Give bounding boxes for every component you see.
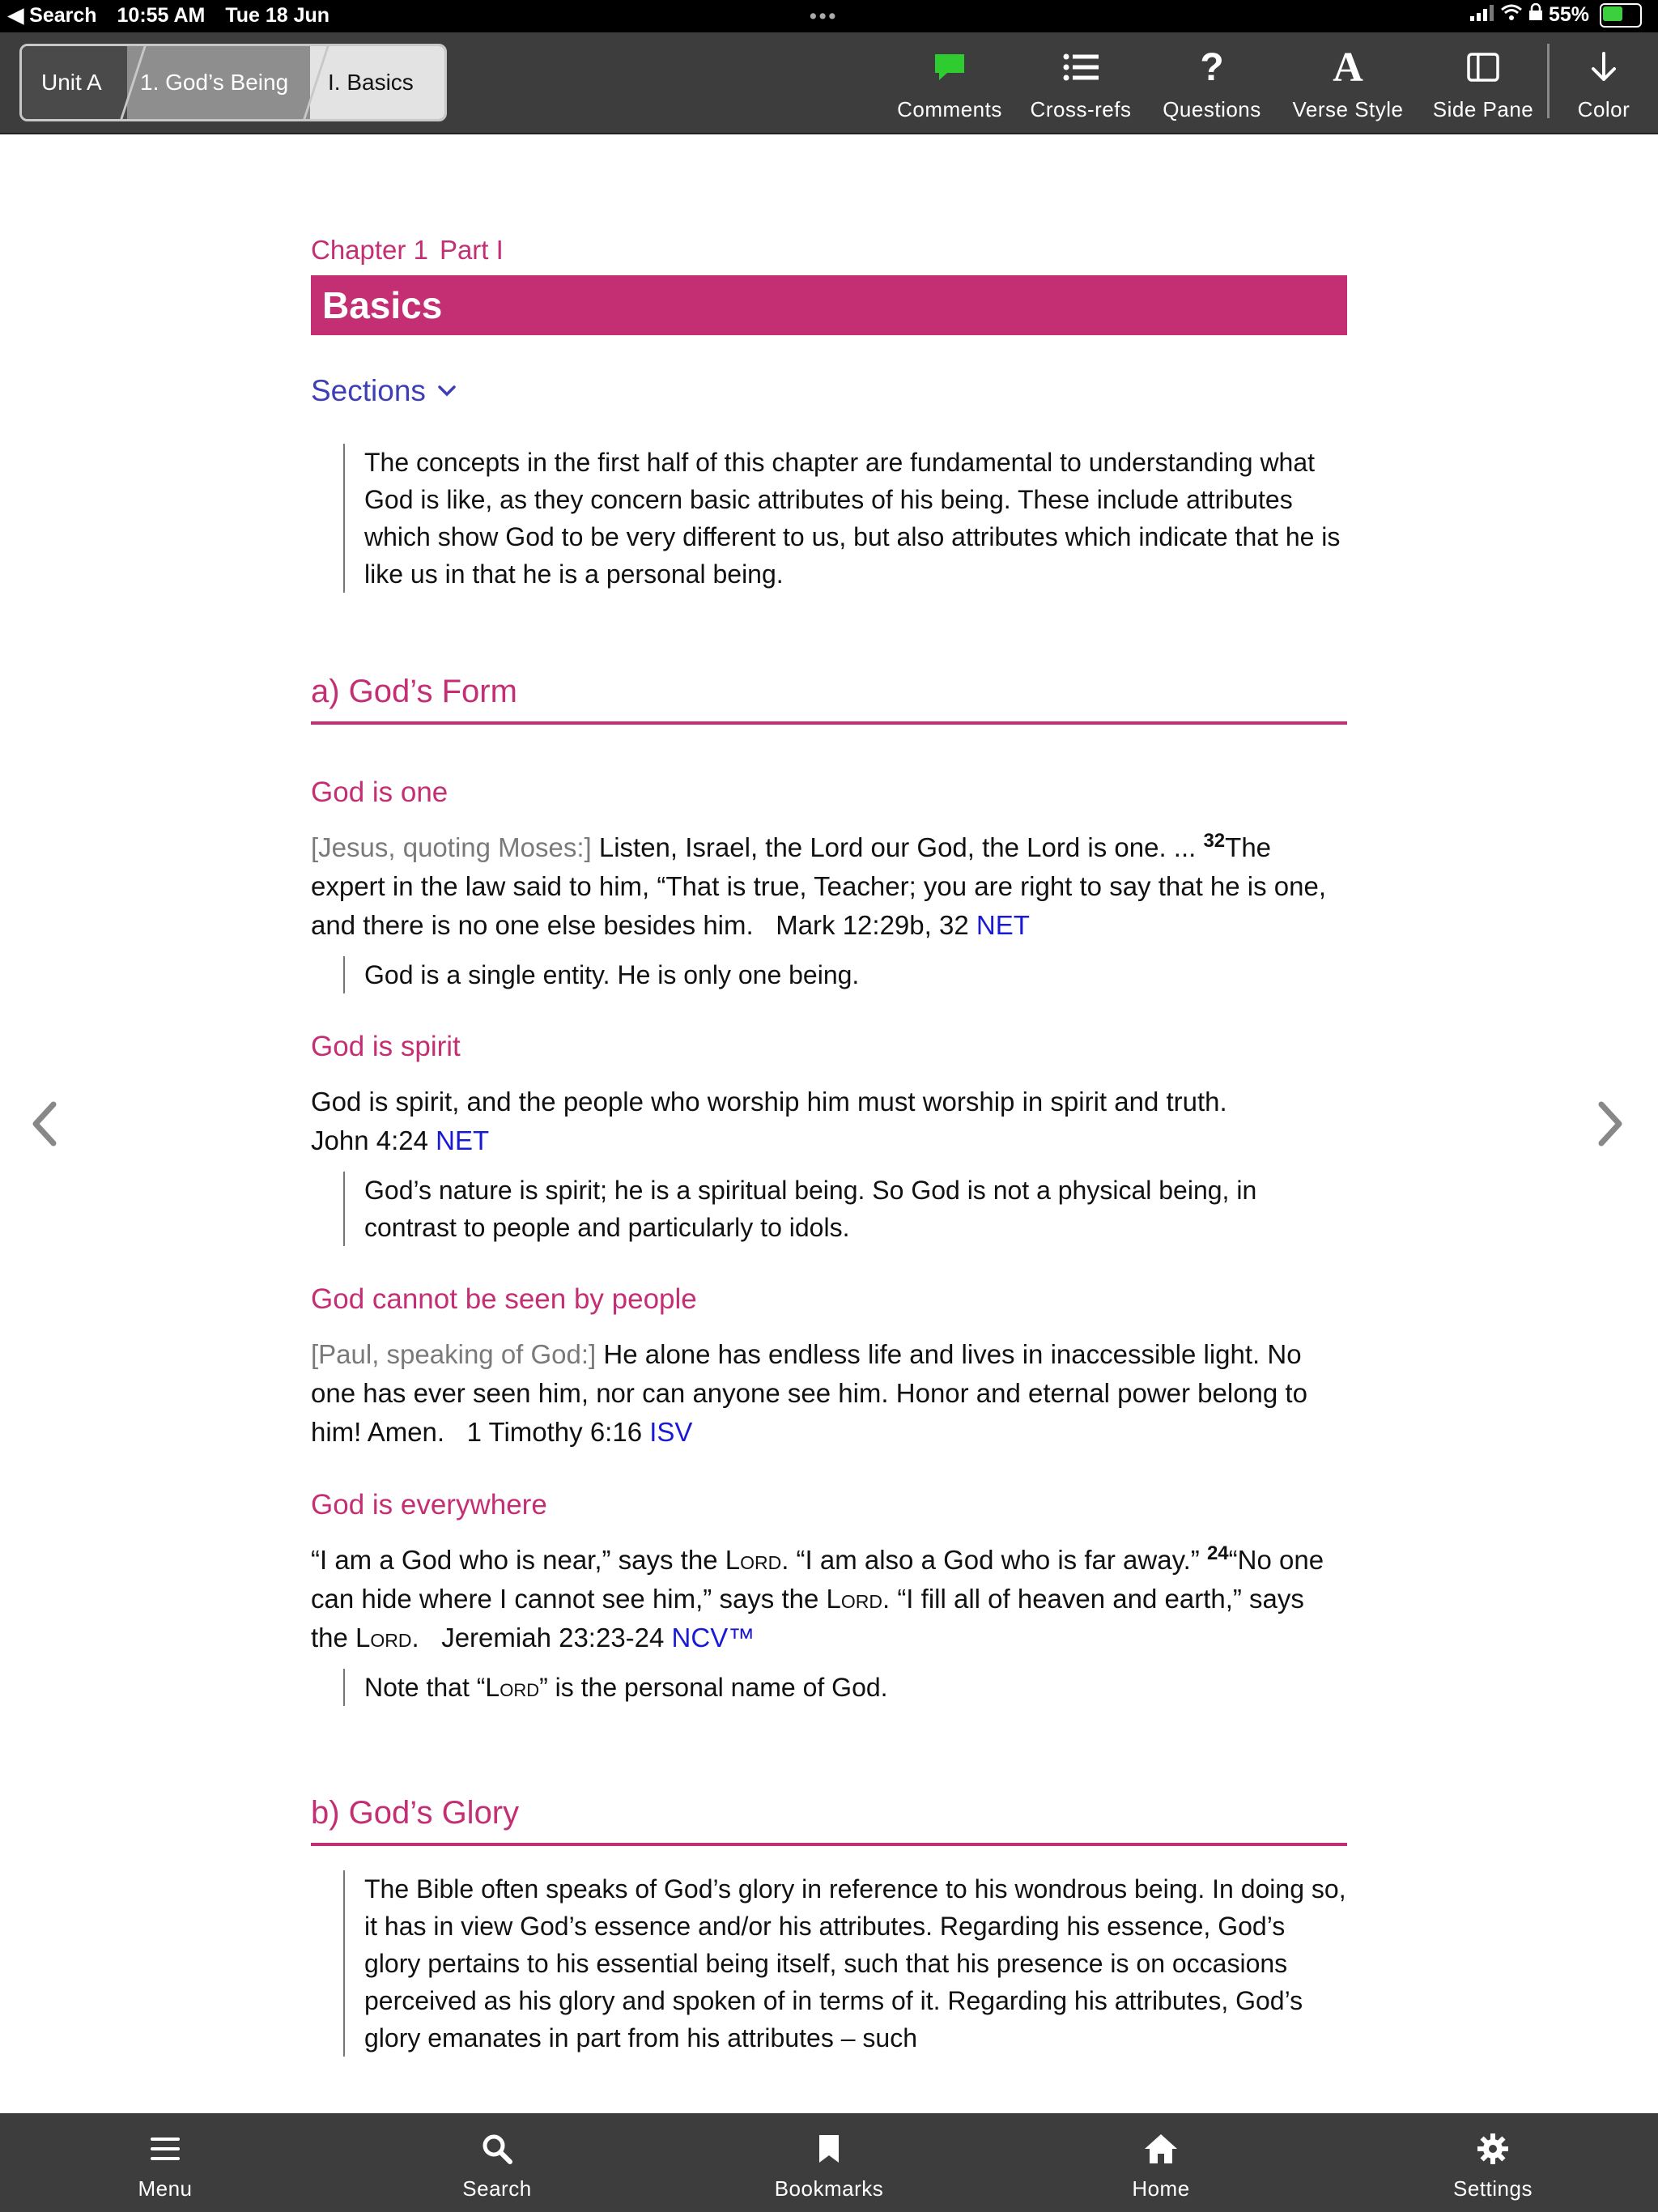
version-link[interactable]: NET — [436, 1125, 490, 1155]
verse-text: . “I am also a God who is far away.” — [781, 1545, 1207, 1575]
home-icon — [1080, 2129, 1242, 2168]
verse-note: God’s nature is spirit; he is a spiritual being. So God is not a physical being, in contrast to people and particularly to idols. — [343, 1172, 1347, 1246]
section-intro: The Bible often speaks of God’s glory in reference to his wondrous being. In doing so, it has in view God’s essence and/or his attributes. Regarding his essence, God’s glory pertains to his essential being itself, such that his presence is on occasions perceived as his glory and spoken of in terms of it. Regarding his attributes, God’s glory emanates in part from his attributes – such — [343, 1870, 1347, 2057]
chapter-intro: The concepts in the first half of this chapter are fundamental to understanding what God is like, as they concern basic attributes of his being. These include attributes which show God to be very different to us, but also attributes which indicate that he is like us in that he is a personal being. — [343, 444, 1347, 593]
bookmarks-label: Bookmarks — [774, 2176, 884, 2201]
verse-speaker: [Paul, speaking of God:] — [311, 1339, 597, 1369]
verse-mark — [311, 828, 1347, 945]
verse-style-button[interactable] — [1277, 32, 1419, 133]
note-text: Note that “ — [364, 1673, 486, 1702]
side-pane-button[interactable] — [1419, 32, 1547, 133]
lord-smallcaps: Lord — [725, 1545, 782, 1575]
multitasking-dots[interactable]: ••• — [810, 5, 839, 28]
back-to-search-link[interactable]: ◀ Search — [8, 4, 97, 27]
signal-icon — [1470, 3, 1500, 26]
battery-percent: 55% — [1549, 3, 1590, 26]
menu-icon — [84, 2129, 246, 2168]
page-title: Basics — [311, 275, 1347, 335]
toolbar-actions — [885, 32, 1658, 133]
battery-icon — [1600, 3, 1642, 28]
verse-note: God is a single entity. He is only one being. — [343, 956, 1347, 993]
subheading-god-is-one: God is one — [311, 776, 449, 808]
section-heading-gods-form: a) God’s Form — [311, 674, 1347, 725]
verse-number: 24 — [1206, 1542, 1229, 1564]
wifi-icon — [1500, 3, 1528, 26]
color-label: Color — [1577, 97, 1630, 121]
crossrefs-label: Cross-refs — [1030, 97, 1132, 121]
verse-number: 32 — [1203, 830, 1226, 852]
lord-smallcaps: Lord — [826, 1584, 882, 1614]
search-label: Search — [462, 2176, 532, 2201]
bookmark-icon — [748, 2129, 910, 2168]
color-button[interactable] — [1550, 32, 1658, 133]
status-time: 10:55 AM — [117, 4, 206, 27]
menu-button[interactable] — [84, 2129, 246, 2201]
next-page-button[interactable] — [1596, 1101, 1624, 1151]
subheading-god-unseen: God cannot be seen by people — [311, 1283, 697, 1315]
version-link[interactable]: NET — [976, 910, 1030, 940]
subheading-god-is-spirit: God is spirit — [311, 1031, 461, 1062]
sections-dropdown[interactable] — [311, 374, 1347, 408]
previous-page-button[interactable] — [31, 1101, 58, 1151]
verse-reference[interactable]: Mark 12:29b, 32 — [776, 910, 969, 940]
sections-label: Sections — [311, 374, 426, 407]
bookmarks-button[interactable] — [748, 2129, 910, 2201]
verse-text: “No one can hide where I cannot see him,” says the — [311, 1545, 1324, 1614]
settings-label: Settings — [1453, 2176, 1533, 2201]
chapter-content — [311, 235, 1347, 2057]
menu-label: Menu — [138, 2176, 193, 2201]
breadcrumb-chapter[interactable]: 1. God’s Being — [127, 46, 310, 119]
verse-text: . “I fill all of heaven and earth,” says the — [311, 1584, 1304, 1653]
home-button[interactable] — [1080, 2129, 1242, 2201]
download-arrow-icon — [1589, 45, 1618, 89]
verse-style-label: Verse Style — [1292, 97, 1404, 121]
chevron-right-icon — [1596, 1101, 1624, 1146]
verse-jeremiah — [311, 1541, 1347, 1657]
verse-reference[interactable]: John 4:24 — [311, 1125, 428, 1155]
status-date: Tue 18 Jun — [225, 4, 330, 27]
questions-label: Questions — [1163, 97, 1261, 121]
breadcrumb-unit[interactable]: Unit A — [22, 46, 127, 119]
chapter-part: Part I — [439, 235, 504, 265]
verse-note — [343, 1669, 1347, 1706]
chapter-number: Chapter 1 — [311, 235, 428, 265]
font-icon: A — [1333, 44, 1363, 91]
section-heading-gods-glory: b) God’s Glory — [311, 1795, 1347, 1846]
verse-john — [311, 1083, 1347, 1160]
breadcrumb — [19, 44, 447, 121]
bottom-tab-bar — [0, 2113, 1658, 2212]
verse-speaker: [Jesus, quoting Moses:] — [311, 832, 592, 862]
chapter-label — [311, 235, 1347, 275]
version-link[interactable]: ISV — [649, 1417, 693, 1447]
home-label: Home — [1132, 2176, 1190, 2201]
questions-button[interactable] — [1147, 32, 1277, 133]
side-pane-label: Side Pane — [1432, 97, 1534, 121]
chevron-down-icon — [437, 385, 457, 398]
verse-reference[interactable]: 1 Timothy 6:16 — [466, 1417, 643, 1447]
side-pane-icon — [1467, 45, 1499, 89]
status-bar — [0, 0, 1658, 32]
breadcrumb-part[interactable]: I. Basics — [310, 46, 444, 119]
comments-button[interactable] — [885, 32, 1014, 133]
verse-text: . — [411, 1623, 419, 1653]
settings-button[interactable] — [1412, 2129, 1574, 2201]
subheading-god-everywhere: God is everywhere — [311, 1489, 547, 1521]
verse-text: God is spirit, and the people who worship him must worship in spirit and truth. — [311, 1087, 1227, 1117]
verse-timothy — [311, 1335, 1347, 1452]
verse-reference[interactable]: Jeremiah 23:23-24 — [441, 1623, 665, 1653]
gear-icon — [1412, 2129, 1574, 2168]
search-icon — [416, 2129, 578, 2168]
list-icon — [1063, 45, 1099, 89]
lord-smallcaps: Lord — [355, 1623, 412, 1653]
verse-text: He alone has endless life and lives in inaccessible light. No one has ever seen him, nor can anyone see him. Honor and eternal power belong to him! Amen. — [311, 1339, 1307, 1447]
comment-icon — [933, 45, 967, 89]
chevron-left-icon — [31, 1101, 58, 1146]
verse-text: Listen, Israel, the Lord our God, the Lord is one. ... — [591, 832, 1204, 862]
lock-icon — [1528, 3, 1549, 26]
crossrefs-button[interactable] — [1014, 32, 1147, 133]
top-toolbar — [0, 32, 1658, 134]
verse-text: The expert in the law said to him, “That is true, Teacher; you are right to say that he is one, and there is no one else besides him. — [311, 832, 1327, 940]
comments-label: Comments — [897, 97, 1002, 121]
note-text: ” is the personal name of God. — [539, 1673, 888, 1702]
lord-smallcaps: Lord — [485, 1673, 540, 1702]
question-icon: ? — [1200, 45, 1224, 89]
version-link[interactable]: NCV™ — [671, 1623, 755, 1653]
verse-text: “I am a God who is near,” says the — [311, 1545, 725, 1575]
search-button[interactable] — [416, 2129, 578, 2201]
